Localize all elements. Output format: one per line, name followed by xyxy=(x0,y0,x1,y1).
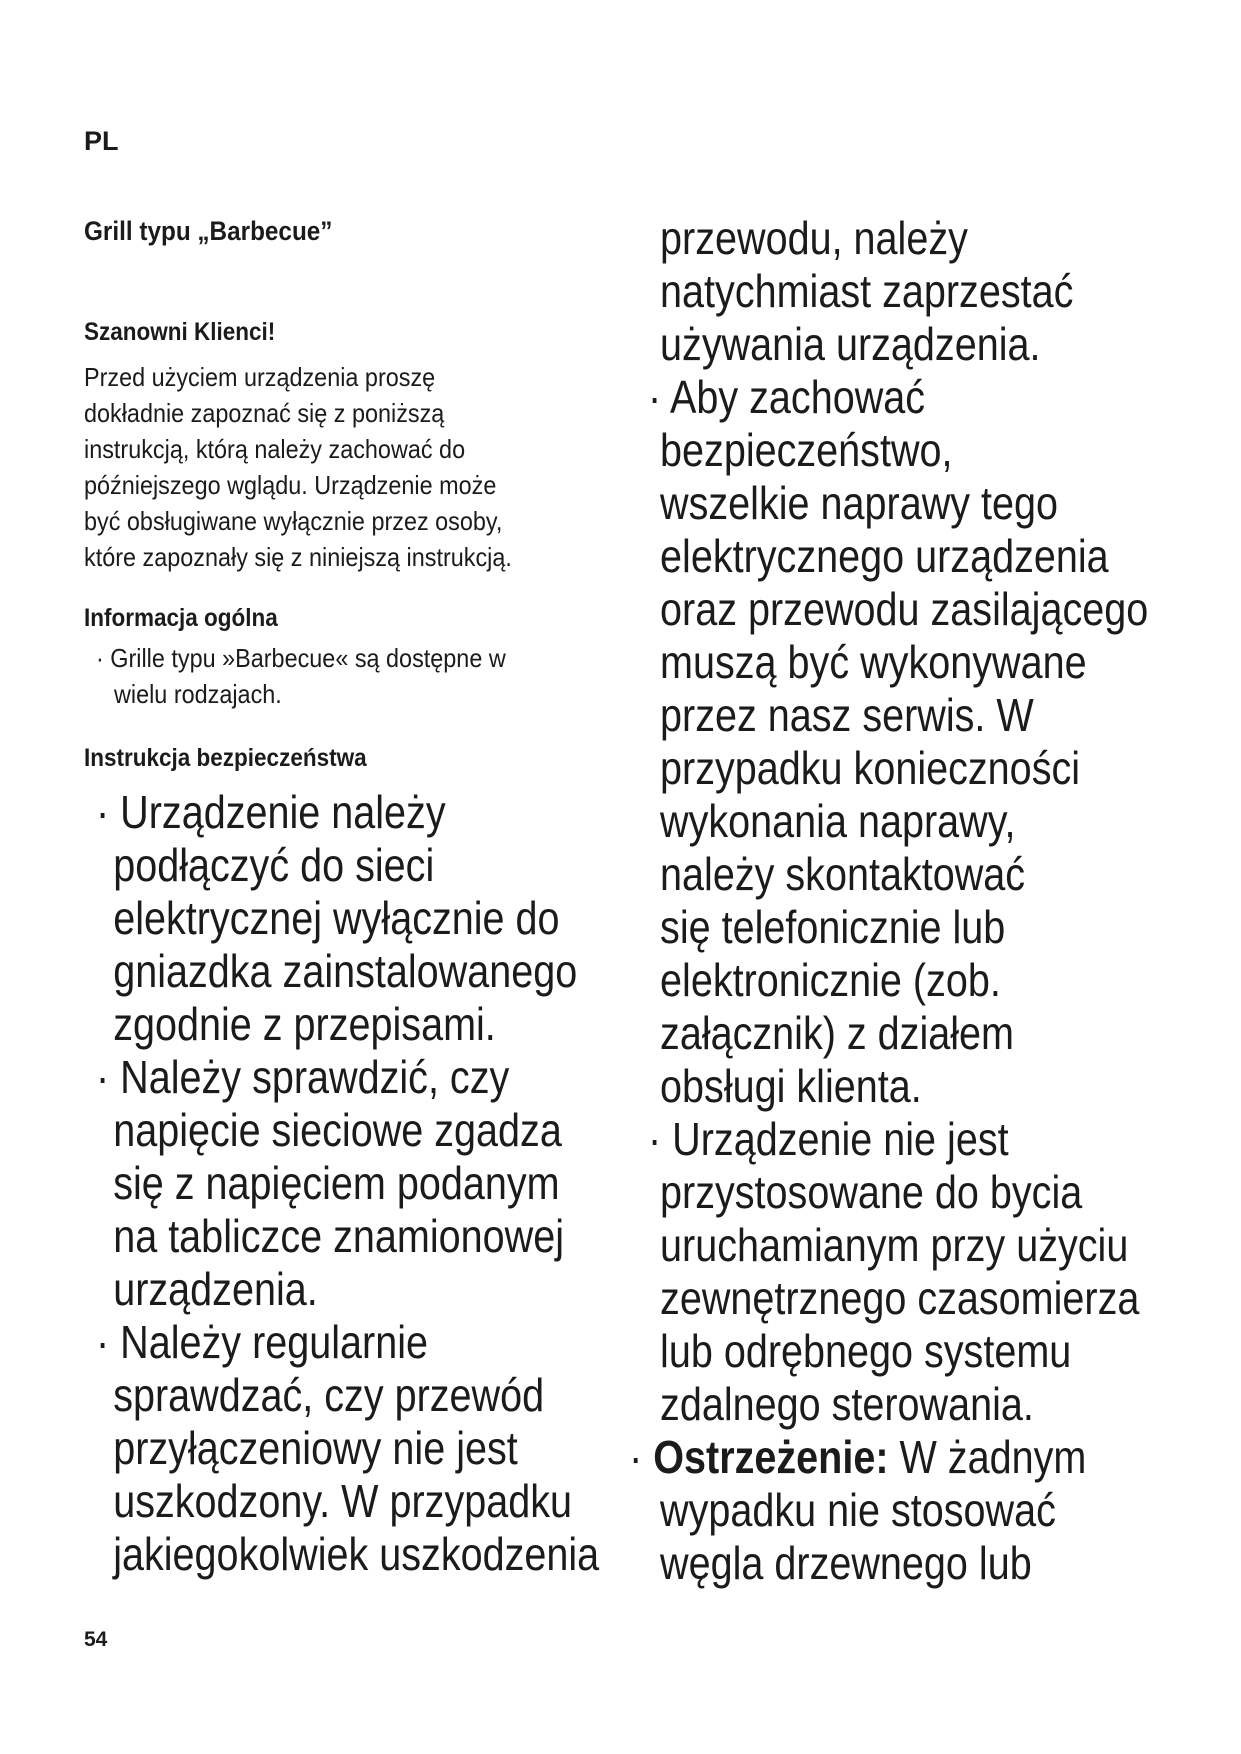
list-item-continuation: załącznik) z działem xyxy=(660,1007,1014,1059)
list-item-continuation: sprawdzać, czy przewód xyxy=(113,1369,545,1421)
list-item: · Należy regularnie xyxy=(96,1316,429,1368)
list-item-continuation: lub odrębnego systemu xyxy=(660,1325,1072,1377)
list-item-continuation: używania urządzenia. xyxy=(660,318,1041,370)
safety-list-left xyxy=(96,786,599,1581)
intro-line: Przed użyciem urządzenia proszę xyxy=(84,362,436,392)
list-item-continuation: przez nasz serwis. W xyxy=(660,689,1034,741)
intro-paragraph xyxy=(84,359,512,575)
list-item-continuation: elektronicznie (zob. xyxy=(660,954,1001,1006)
intro-line: dokładnie zapoznać się z poniższą xyxy=(84,398,445,428)
safety-heading: Instrukcja bezpieczeństwa xyxy=(84,744,367,772)
list-item: · Należy sprawdzić, czy xyxy=(96,1051,510,1103)
list-item-continuation: wykonania naprawy, xyxy=(660,795,1016,847)
list-item-continuation: podłączyć do sieci xyxy=(113,839,435,891)
greeting-heading: Szanowni Klienci! xyxy=(84,318,276,346)
list-item: · Urządzenie nie jest xyxy=(648,1113,1009,1165)
intro-line: instrukcją, którą należy zachować do xyxy=(84,434,466,464)
list-item-continuation: przypadku konieczności xyxy=(660,742,1081,794)
list-item-continuation: przyłączeniowy nie jest xyxy=(113,1422,518,1474)
list-item-continuation: się telefonicznie lub xyxy=(660,901,1006,953)
list-item-continuation: jakiegokolwiek uszkodzenia xyxy=(113,1528,600,1580)
list-item-continuation: urządzenia. xyxy=(113,1263,318,1315)
list-item-continuation: należy skontaktować xyxy=(660,848,1026,900)
general-list xyxy=(96,640,506,712)
list-item-continuation: zewnętrznego czasomierza xyxy=(660,1272,1140,1324)
intro-line: późniejszego wglądu. Urządzenie może xyxy=(84,470,497,500)
list-item-continuation: oraz przewodu zasilającego xyxy=(660,583,1149,635)
list-item-continuation: obsługi klienta. xyxy=(660,1060,922,1112)
list-item-continuation: wielu rodzajach. xyxy=(114,679,282,709)
intro-line: być obsługiwane wyłącznie przez osoby, xyxy=(84,506,503,536)
list-item-continuation: muszą być wykonywane xyxy=(660,636,1087,688)
list-item-continuation: napięcie sieciowe zgadza xyxy=(113,1104,562,1156)
list-item-continuation: elektrycznej wyłącznie do xyxy=(113,892,560,944)
list-item: · Grille typu »Barbecue« są dostępne w xyxy=(96,643,506,673)
page-title: Grill typu „Barbecue” xyxy=(84,216,333,246)
list-item-continuation: natychmiast zaprzestać xyxy=(660,265,1074,317)
safety-list-right xyxy=(629,212,1149,1590)
general-heading: Informacja ogólna xyxy=(84,604,278,632)
warning-text: W żadnym xyxy=(888,1431,1087,1483)
language-code: PL xyxy=(84,126,119,156)
list-item-continuation: bezpieczeństwo, xyxy=(660,424,953,476)
list-item-continuation: zgodnie z przepisami. xyxy=(113,998,496,1050)
list-item-continuation: się z napięciem podanym xyxy=(113,1157,560,1209)
list-item-continuation: wszelkie naprawy tego xyxy=(660,477,1059,529)
list-item: · Aby zachować xyxy=(648,371,926,423)
warning-item xyxy=(629,1431,1148,1484)
list-item-continuation: gniazdka zainstalowanego xyxy=(113,945,578,997)
list-item-continuation: wypadku nie stosować xyxy=(660,1484,1056,1536)
warning-label: Ostrzeżenie: xyxy=(653,1431,889,1483)
list-item-continuation: na tabliczce znamionowej xyxy=(113,1210,564,1262)
list-item-continuation: przewodu, należy xyxy=(660,212,968,264)
list-item-continuation: zdalnego sterowania. xyxy=(660,1378,1034,1430)
list-item-continuation: uruchamianym przy użyciu xyxy=(660,1219,1129,1271)
list-item-continuation: przystosowane do bycia xyxy=(660,1166,1083,1218)
list-item-continuation: węgla drzewnego lub xyxy=(660,1537,1032,1589)
intro-line: które zapoznały się z niniejszą instrukcją. xyxy=(84,542,512,572)
list-item-continuation: elektrycznego urządzenia xyxy=(660,530,1109,582)
list-item-continuation: uszkodzony. W przypadku xyxy=(113,1475,573,1527)
bullet: · xyxy=(629,1431,654,1483)
list-item: · Urządzenie należy xyxy=(96,786,446,838)
page-number: 54 xyxy=(84,1628,108,1651)
